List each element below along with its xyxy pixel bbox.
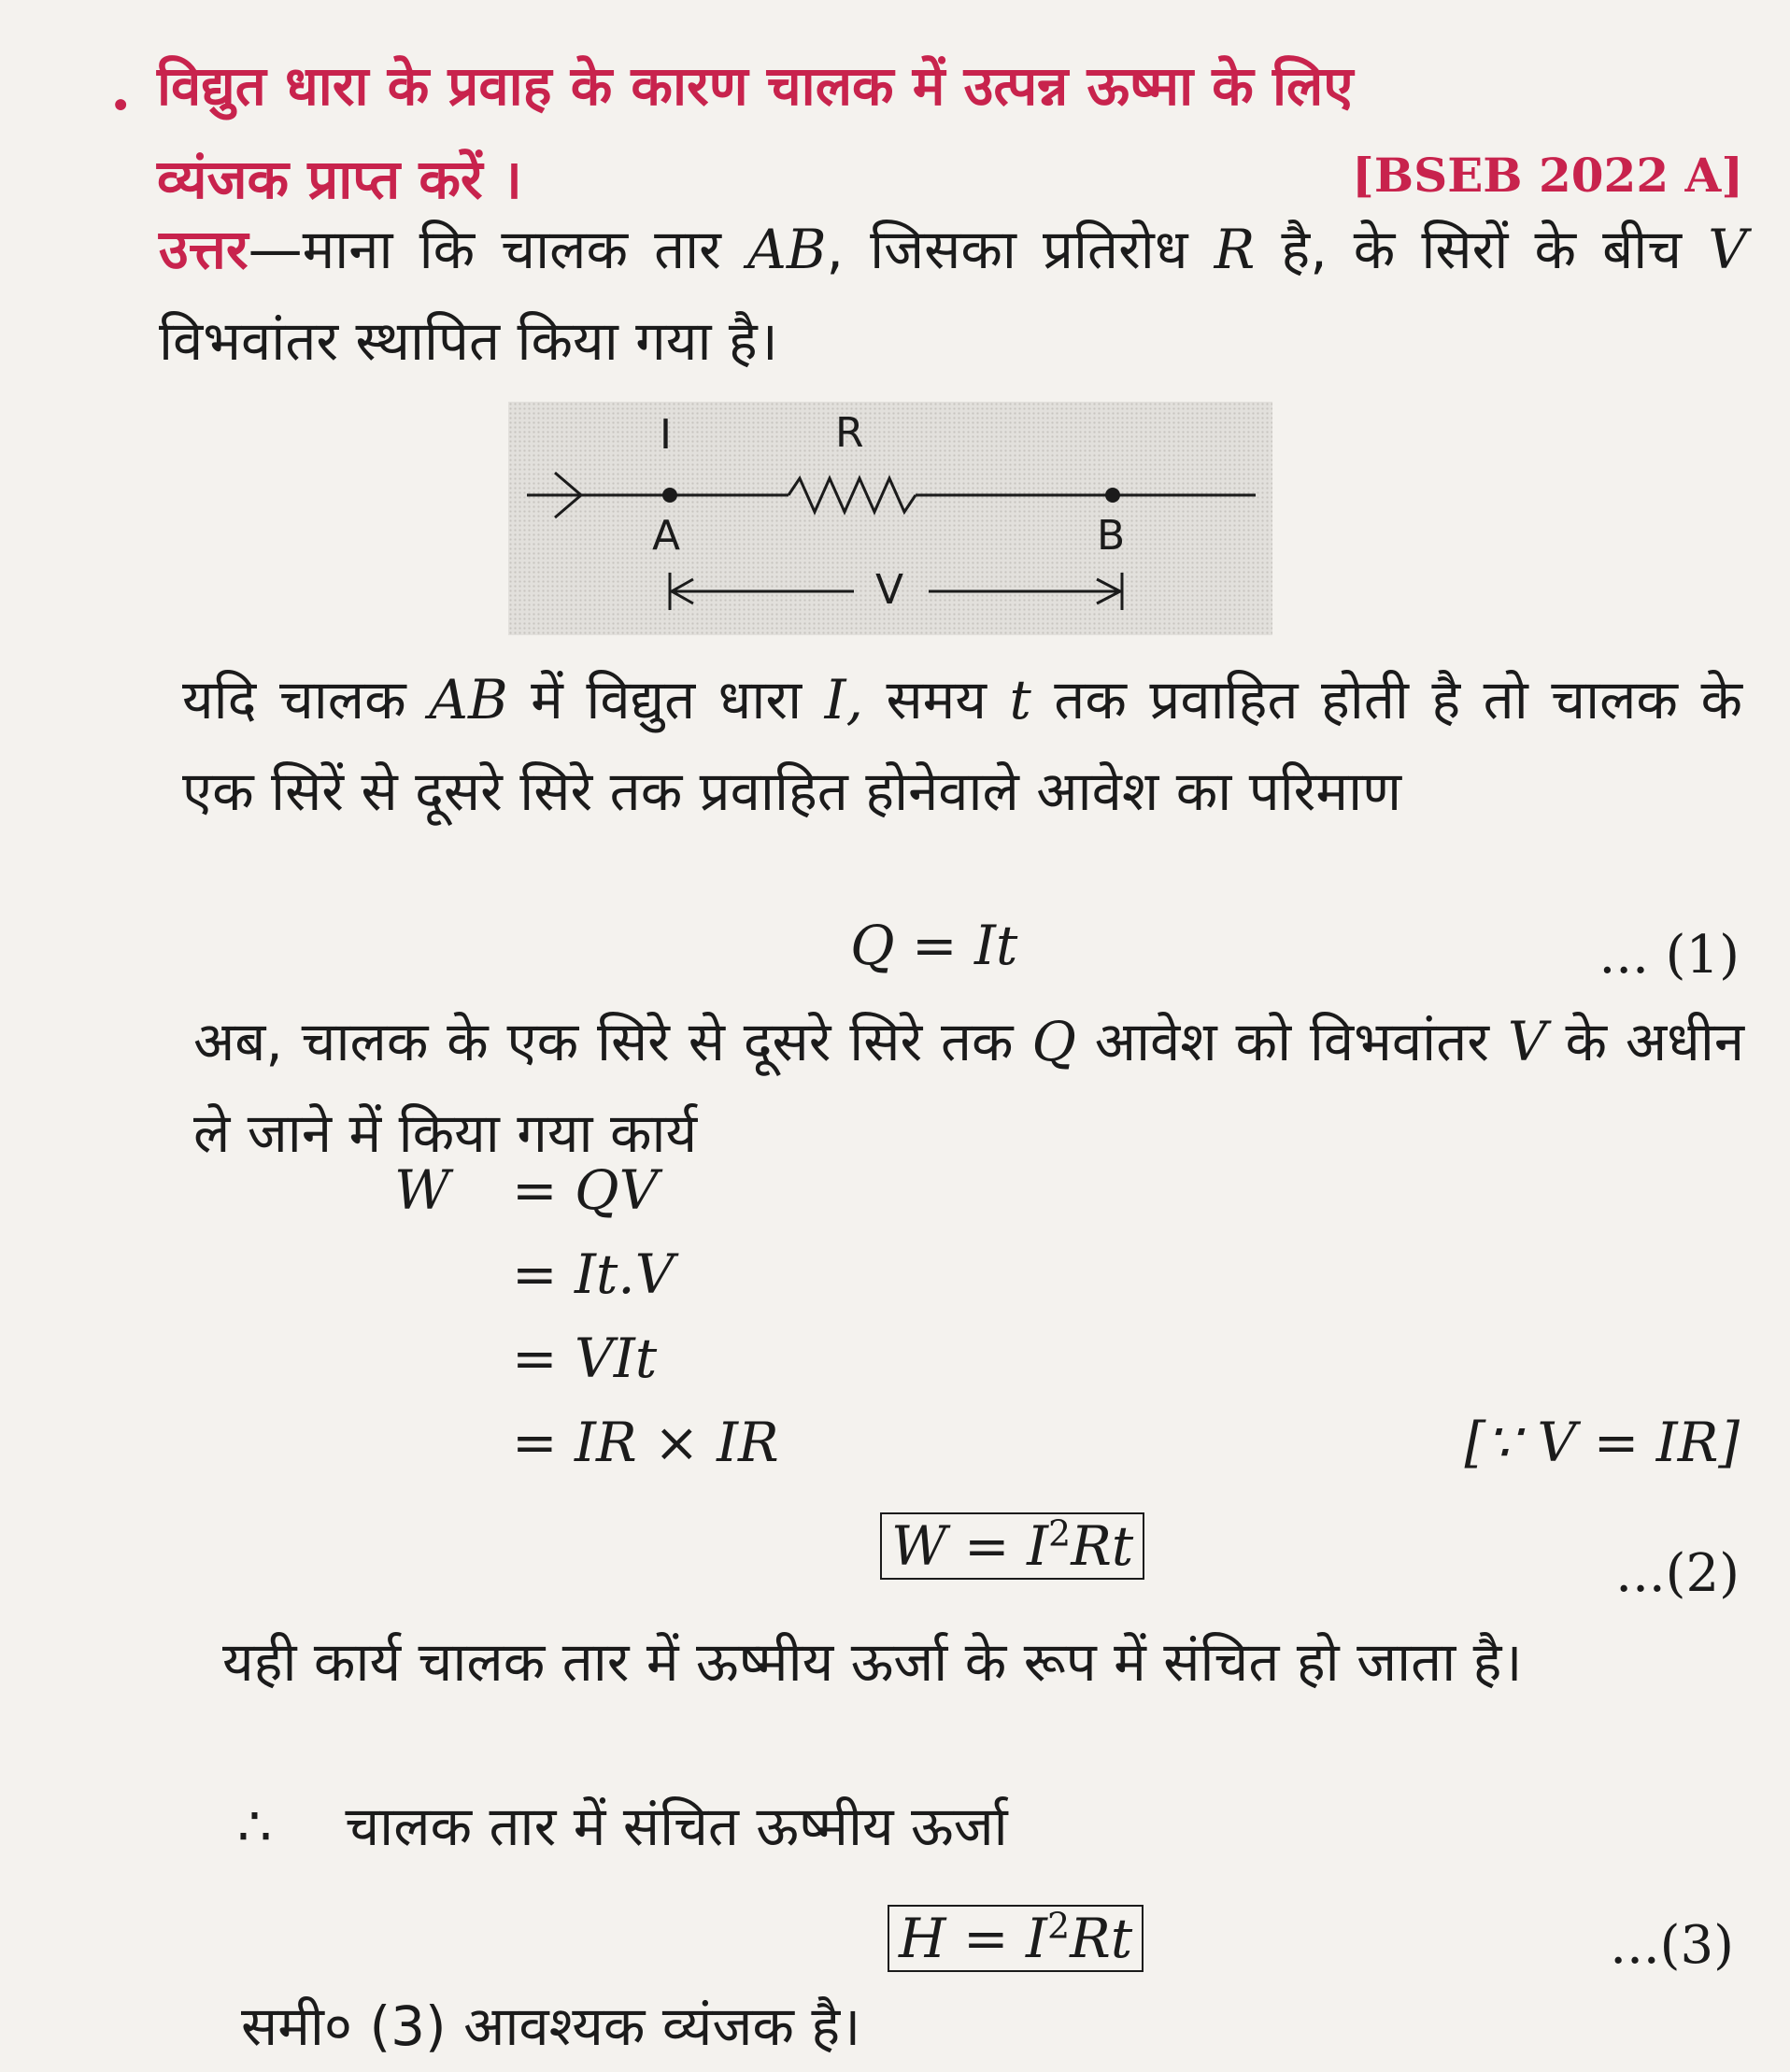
symbol-q: Q xyxy=(1031,1010,1076,1073)
conclusion-line: समी० (3) आवश्यक व्यंजक है। xyxy=(241,1994,861,2058)
label-voltage: V xyxy=(875,566,904,614)
node-b xyxy=(1105,488,1120,503)
para-text: तक प्रवाहित होती है तो चालक के एक सिरें से दूसरे सिरे तक प्रवाहित होनेवाले आवेश का परिमाण xyxy=(182,668,1742,823)
para-text: में विद्युत धारा xyxy=(531,668,803,731)
question-bullet: . xyxy=(110,54,132,124)
eq2-exponent: 2 xyxy=(1048,1513,1072,1554)
therefore-text: चालक तार में संचित ऊष्मीय ऊर्जा xyxy=(345,1795,1008,1858)
paragraph-work xyxy=(193,996,1744,1179)
symbol-v: V xyxy=(1708,218,1748,281)
derivation-step-3: = VIt xyxy=(512,1327,658,1390)
exam-source-tag: [BSEB 2022 A] xyxy=(1352,148,1743,203)
answer-intro xyxy=(159,204,1747,387)
label-resistor: R xyxy=(835,409,864,457)
equation-2 xyxy=(880,1513,1144,1578)
equation-2-box xyxy=(880,1512,1144,1580)
question-line-2: व्यंजक प्राप्त करें । xyxy=(157,148,522,211)
equation-2-number: ...(2) xyxy=(1615,1543,1740,1604)
derivation-note: [∵ V = IR] xyxy=(1464,1411,1740,1474)
node-a xyxy=(662,488,677,503)
label-a: A xyxy=(652,512,681,560)
para-text: अब, चालक के एक सिरे से दूसरे सिरे तक xyxy=(193,1010,1014,1073)
para-text: समय xyxy=(886,668,987,731)
symbol-ab: AB xyxy=(747,218,827,281)
eq3-base: H = I xyxy=(899,1907,1047,1971)
para-text: यदि चालक xyxy=(182,668,406,731)
resistor-symbol xyxy=(788,478,916,512)
symbol-i: I, xyxy=(824,668,863,731)
equation-3-box xyxy=(888,1905,1144,1972)
answer-text: —माना कि चालक तार xyxy=(248,218,721,281)
equation-1-number: ... (1) xyxy=(1598,925,1740,986)
circuit-diagram xyxy=(508,402,1272,635)
paragraph-heat: यही कार्य चालक तार में ऊष्मीय ऊर्जा के रूप में संचित हो जाता है। xyxy=(222,1630,1523,1694)
para-text: आवेश को विभवांतर xyxy=(1094,1010,1489,1073)
question-line-1: विद्युत धारा के प्रवाह के कारण चालक में उत्पन्न ऊष्मा के लिए xyxy=(157,54,1354,118)
eq3-tail: Rt xyxy=(1070,1907,1133,1971)
label-b: B xyxy=(1097,512,1126,560)
symbol-r: R xyxy=(1214,218,1256,281)
eq1-lhs: Q xyxy=(850,914,895,977)
paragraph-charge xyxy=(182,654,1742,837)
derivation-lhs: W xyxy=(394,1158,450,1222)
answer-text: सिरों के बीच xyxy=(1421,218,1683,281)
label-current: I xyxy=(660,411,672,459)
answer-text: , जिसका प्रतिरोध xyxy=(826,218,1188,281)
symbol-ab: AB xyxy=(429,668,508,731)
derivation-step-1: = QV xyxy=(512,1158,659,1222)
para-text: के अधीन ले जाने में किया गया कार्य xyxy=(193,1010,1745,1165)
answer-text: विभवांतर स्थापित किया गया है। xyxy=(159,309,778,373)
equation-3-number: ...(3) xyxy=(1610,1915,1734,1976)
eq1-rhs: = It xyxy=(912,914,1018,977)
derivation-step-4: = IR × IR xyxy=(512,1411,779,1474)
equation-1 xyxy=(850,914,1017,977)
answer-label: उत्तर xyxy=(159,218,249,281)
eq2-base: W = I xyxy=(891,1514,1048,1579)
answer-text: है, के xyxy=(1281,218,1396,281)
eq3-exponent: 2 xyxy=(1046,1906,1071,1947)
therefore-line xyxy=(237,1781,1358,1872)
symbol-v: V xyxy=(1507,1010,1547,1073)
eq2-tail: Rt xyxy=(1071,1514,1134,1579)
symbol-t: t xyxy=(1009,668,1031,731)
equation-3 xyxy=(888,1906,1144,1970)
therefore-symbol: ∴ xyxy=(237,1795,272,1858)
derivation-step-2: = It.V xyxy=(512,1242,675,1306)
